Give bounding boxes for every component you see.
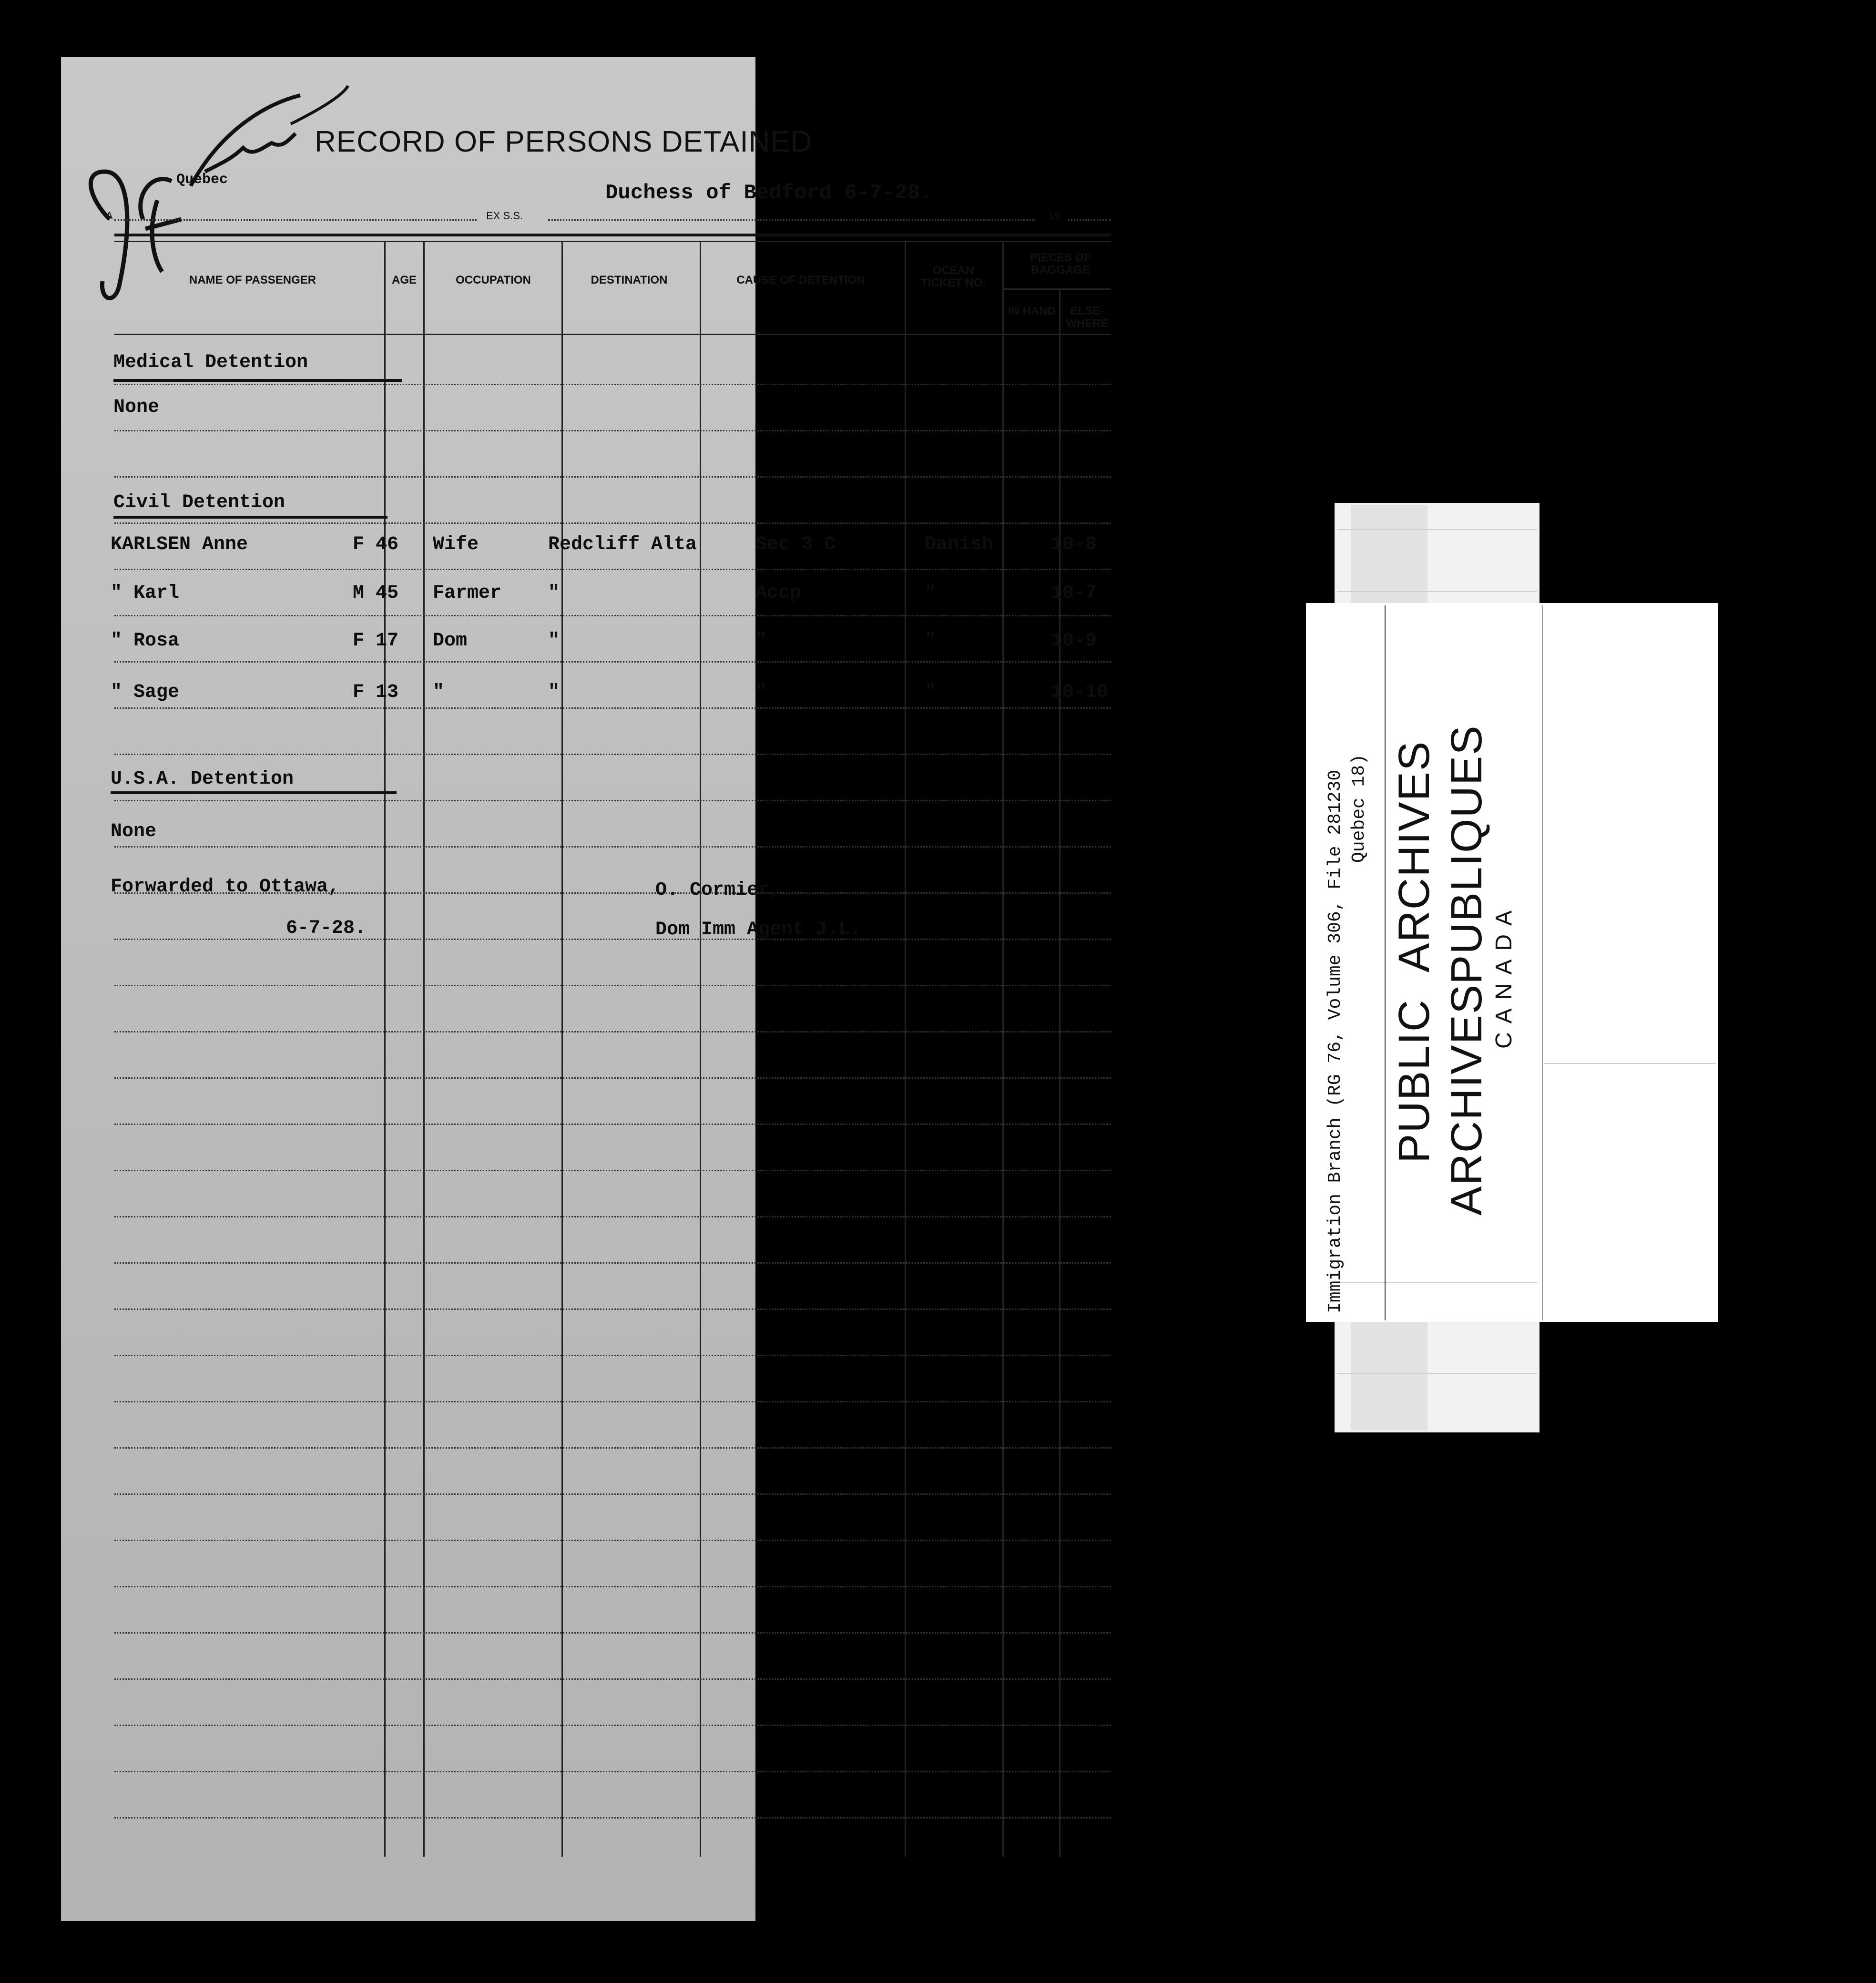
ruled-row-line — [114, 1771, 1111, 1772]
entry-ticket: " — [925, 682, 937, 703]
section-usa-underline — [111, 791, 397, 794]
col-divider-in-hand — [1002, 241, 1004, 1857]
col-divider-occupation — [423, 241, 425, 1857]
section-usa-none: None — [111, 821, 157, 842]
entry-occupation: Farmer — [433, 583, 502, 604]
entry-baggage: 10-10 — [1051, 682, 1109, 703]
label-publiques: PUBLIQUES — [1442, 725, 1491, 984]
section-usa: U.S.A. Detention — [111, 768, 294, 790]
header-rule-top — [114, 234, 1111, 236]
col-header-in-hand: IN HAND — [1008, 305, 1056, 317]
entry-ticket: Danish — [925, 534, 994, 555]
section-medical: Medical Detention — [113, 352, 308, 373]
label-public: PUBLIC — [1390, 999, 1438, 1163]
ruled-row-line — [114, 1678, 1111, 1680]
baggage-header-divider — [1003, 288, 1111, 290]
entry-destination: " — [548, 583, 560, 604]
ruled-row-line — [114, 615, 1111, 616]
ruled-row-line — [114, 430, 1111, 431]
entry-destination: " — [548, 682, 560, 703]
entry-occupation: Wife — [433, 534, 479, 555]
label-fold-2 — [1337, 591, 1537, 592]
col-header-baggage: PIECES OF BAGGAGE — [1030, 251, 1091, 276]
label-canada: CANADA — [1491, 901, 1517, 1049]
col-divider-cause — [700, 241, 701, 1857]
entry-name: " Karl — [111, 583, 180, 604]
header-rule-second — [114, 241, 1111, 242]
label-archives-1: ARCHIVES — [1390, 740, 1438, 972]
section-medical-underline — [113, 379, 402, 382]
officer-title: Dom Imm Agent J.L. — [655, 919, 862, 940]
port-prefix: A — [106, 210, 113, 222]
ruled-row-line — [114, 707, 1111, 709]
entry-age: M 45 — [353, 583, 399, 604]
label-fold-5 — [1544, 1063, 1716, 1064]
section-civil-underline — [113, 516, 387, 519]
ruled-row-line — [114, 939, 1111, 940]
col-divider-ticket — [905, 241, 906, 1857]
section-medical-none: None — [113, 397, 160, 418]
port-value: Quebec — [176, 172, 228, 188]
ruled-row-line — [114, 569, 1111, 570]
ruled-row-line — [114, 1447, 1111, 1449]
entry-ticket: " — [925, 630, 937, 652]
ruled-row-line — [114, 1124, 1111, 1125]
ship-dotted-line — [548, 219, 1034, 221]
ruled-row-line — [114, 1308, 1111, 1310]
ruled-row-line — [114, 384, 1111, 385]
entry-occupation: Dom — [433, 630, 468, 652]
col-header-cause: CAUSE OF DETENTION — [736, 274, 865, 286]
entry-age: F 17 — [353, 630, 399, 652]
entry-name: " Rosa — [111, 630, 180, 652]
ruled-row-line — [114, 1540, 1111, 1541]
officer-name: O. Cormier, — [655, 879, 782, 901]
year-label: 19 — [1049, 210, 1060, 222]
ruled-row-line — [114, 1031, 1111, 1032]
ruled-row-line — [114, 522, 1111, 524]
col-header-occupation: OCCUPATION — [456, 274, 531, 286]
ruled-row-line — [114, 1170, 1111, 1171]
label-fold-1 — [1337, 529, 1537, 530]
ruled-row-line — [114, 1077, 1111, 1079]
entry-baggage: 10-8 — [1051, 534, 1097, 555]
entry-age: F 13 — [353, 682, 399, 703]
form-title: RECORD OF PERSONS DETAINED — [315, 125, 813, 158]
header-rule-bottom — [114, 334, 1111, 335]
entry-occupation: " — [433, 682, 445, 703]
entry-destination: " — [548, 630, 560, 652]
entry-cause: Sec 3 C — [755, 534, 836, 555]
entry-baggage: 10-9 — [1051, 630, 1097, 652]
ship-name: Duchess of Bedford 6-7-28. — [605, 181, 933, 205]
ruled-row-line — [114, 1401, 1111, 1402]
ruled-row-line — [114, 1817, 1111, 1819]
label-fold-3 — [1337, 1282, 1537, 1283]
ruled-row-line — [114, 1262, 1111, 1264]
ruled-row-line — [114, 1493, 1111, 1495]
label-fold-4 — [1337, 1373, 1537, 1374]
col-header-age: AGE — [391, 274, 417, 286]
ruled-row-line — [114, 1632, 1111, 1634]
ruled-row-line — [114, 1216, 1111, 1217]
entry-ticket: " — [925, 583, 937, 604]
port-dotted-line — [114, 219, 477, 221]
ex-ss-label: EX S.S. — [486, 210, 523, 222]
col-header-name: NAME OF PASSENGER — [189, 274, 316, 286]
archive-reference: Immigration Branch (RG 76, Volume 306, File 281230 — [1325, 769, 1346, 1313]
entry-baggage: 10-7 — [1051, 583, 1097, 604]
ruled-row-line — [114, 1355, 1111, 1356]
entry-name: " Sage — [111, 682, 180, 703]
label-divider — [1385, 605, 1386, 1320]
forwarded-date: 6-7-28. — [286, 918, 367, 939]
ruled-row-line — [114, 846, 1111, 848]
entry-destination: Redcliff Alta — [548, 534, 697, 555]
entry-name: KARLSEN Anne — [111, 534, 248, 555]
year-dotted-line — [1068, 219, 1111, 221]
col-header-ticket: OCEAN TICKET NO. — [921, 264, 986, 289]
entry-age: F 46 — [353, 534, 399, 555]
ruled-row-line — [114, 661, 1111, 663]
col-header-destination: DESTINATION — [591, 274, 668, 286]
ruled-row-line — [114, 1725, 1111, 1726]
forwarded-note: Forwarded to Ottawa, — [111, 876, 340, 898]
col-divider-destination — [561, 241, 563, 1857]
label-archives-2: ARCHIVES — [1442, 983, 1491, 1216]
ruled-row-line — [114, 754, 1111, 755]
section-civil: Civil Detention — [113, 492, 285, 513]
col-divider-age — [384, 241, 386, 1857]
ruled-row-line — [114, 985, 1111, 986]
label-divider-right — [1542, 605, 1543, 1320]
ruled-row-line — [114, 1586, 1111, 1587]
entry-cause: " — [755, 630, 767, 652]
ruled-row-line — [114, 476, 1111, 478]
ruled-row-line — [114, 800, 1111, 801]
col-header-elsewhere: ELSE- WHERE — [1066, 305, 1109, 330]
archive-reference-2: Quebec 18) — [1349, 754, 1369, 863]
entry-cause: Accp — [755, 583, 802, 604]
entry-cause: " — [755, 682, 767, 703]
